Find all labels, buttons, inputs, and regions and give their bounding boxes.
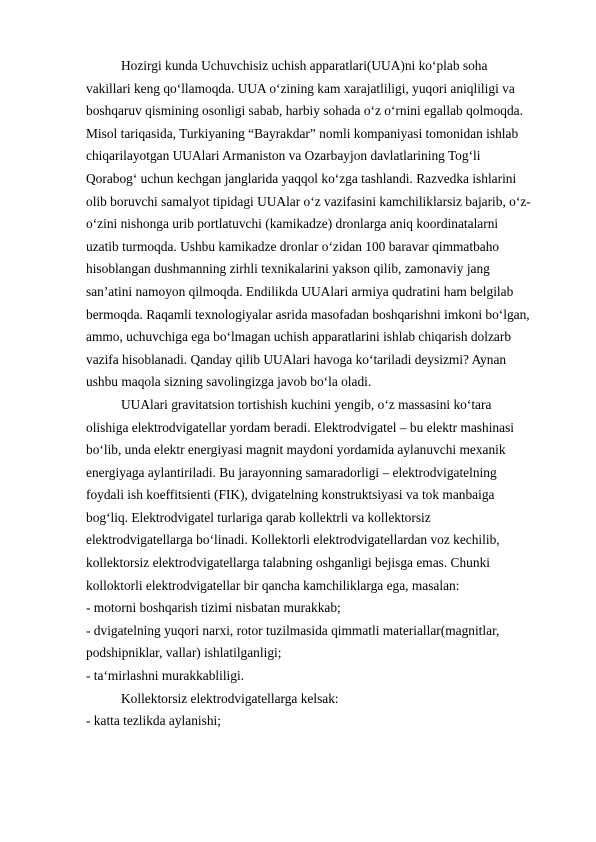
text-line: hisoblangan dushmanning zirhli texnikalarini yakson qilib, zamonaviy jang — [86, 261, 490, 277]
text-line: vakillari keng qo‘llamoqda. UUA o‘zining kam xarajatliligi, yuqori aniqliligi va — [86, 80, 515, 96]
text-line: Kollektorsiz elektrodvigatellarga kelsak: — [121, 690, 339, 706]
text-line: bog‘liq. Elektrodvigatel turlariga qarab kollektrli va kollektorsiz — [86, 509, 431, 525]
text-line: elektrodvigatellarga bo‘linadi. Kollektorli elektrodvigatellardan voz kechilib, — [86, 532, 500, 548]
text-line: ammo, uchuvchiga ega bo‘lmagan uchish apparatlarini ishlab chiqarish dolzarb — [86, 329, 512, 345]
document-body — [86, 55, 558, 733]
text-line: san’atini namoyon qilmoqda. Endilikda UUAlari armiya qudratini ham belgilab — [86, 283, 514, 299]
text-line: uzatib turmoqda. Ushbu kamikadze dronlar o‘zidan 100 baravar qimmatbaho — [86, 238, 500, 254]
text-line: bo‘lib, unda elektr energiyasi magnit maydoni yordamida aylanuvchi mexanik — [86, 442, 506, 458]
list-item: - dvigatelning yuqori narxi, rotor tuzilmasida qimmatli materiallar(magnitlar, — [86, 622, 500, 638]
text-line: chiqarilayotgan UUAlari Armaniston va Ozarbayjon davlatlarining Tog‘li — [86, 148, 481, 164]
text-line: kollektorsiz elektrodvigatellarga talabning oshganligi bejisga emas. Chunki — [86, 555, 490, 571]
text-line: vazifa hisoblanadi. Qanday qilib UUAlari havoga ko‘tariladi deysizmi? Aynan — [86, 351, 507, 367]
text-line: o‘zini nishonga urib portlatuvchi (kamikadze) dronlarga aniq koordinatalarni — [86, 216, 499, 232]
text-line: UUAlari gravitatsion tortishish kuchini yengib, o‘z massasini ko‘tara — [121, 396, 492, 412]
list-item: - motorni boshqarish tizimi nisbatan murakkab; — [86, 600, 341, 616]
text-line: Qorabog‘ uchun kechgan janglarida yaqqol ko‘zga tashlandi. Razvedka ishlarini — [86, 170, 517, 186]
list-item-continuation: podshipniklar, vallar) ishlatilganligi; — [86, 645, 282, 661]
text-line: olib boruvchi samalyot tipidagi UUAlar o‘z vazifasini kamchiliklarsiz bajarib, o‘z- — [86, 193, 531, 209]
text-line: ushbu maqola sizning savolingizga javob bo‘la oladi. — [86, 374, 372, 390]
text-line: Hozirgi kunda Uchuvchisiz uchish apparatlari(UUA)ni ko‘plab soha — [121, 58, 488, 73]
list-item: - katta tezlikda aylanishi; — [86, 713, 221, 729]
text-line: Misol tariqasida, Turkiyaning “Bayrakdar” nomli kompaniyasi tomonidan ishlab — [86, 125, 519, 141]
text-line: foydali ish koeffitsienti (FIK), dvigatelning konstruktsiyasi va tok manbaiga — [86, 487, 495, 503]
text-line: energiyaga aylantiriladi. Bu jarayonning samaradorligi – elektrodvigatelning — [86, 464, 497, 480]
text-line: kolloktorli elektrodvigatellar bir qancha kamchiliklarga ega, masalan: — [86, 577, 460, 593]
list-item: - ta‘mirlashni murakkabliligi. — [86, 668, 245, 684]
text-line: bermoqda. Raqamli texnologiyalar asrida masofadan boshqarishni imkoni bo‘lgan, — [86, 306, 530, 322]
text-line: boshqaruv qismining osonligi sabab, harbiy sohada o‘z o‘rnini egallab qolmoqda. — [86, 103, 523, 119]
text-line: olishiga elektrodvigatellar yordam beradi. Elektrodvigatel – bu elektr mashinasi — [86, 419, 514, 435]
